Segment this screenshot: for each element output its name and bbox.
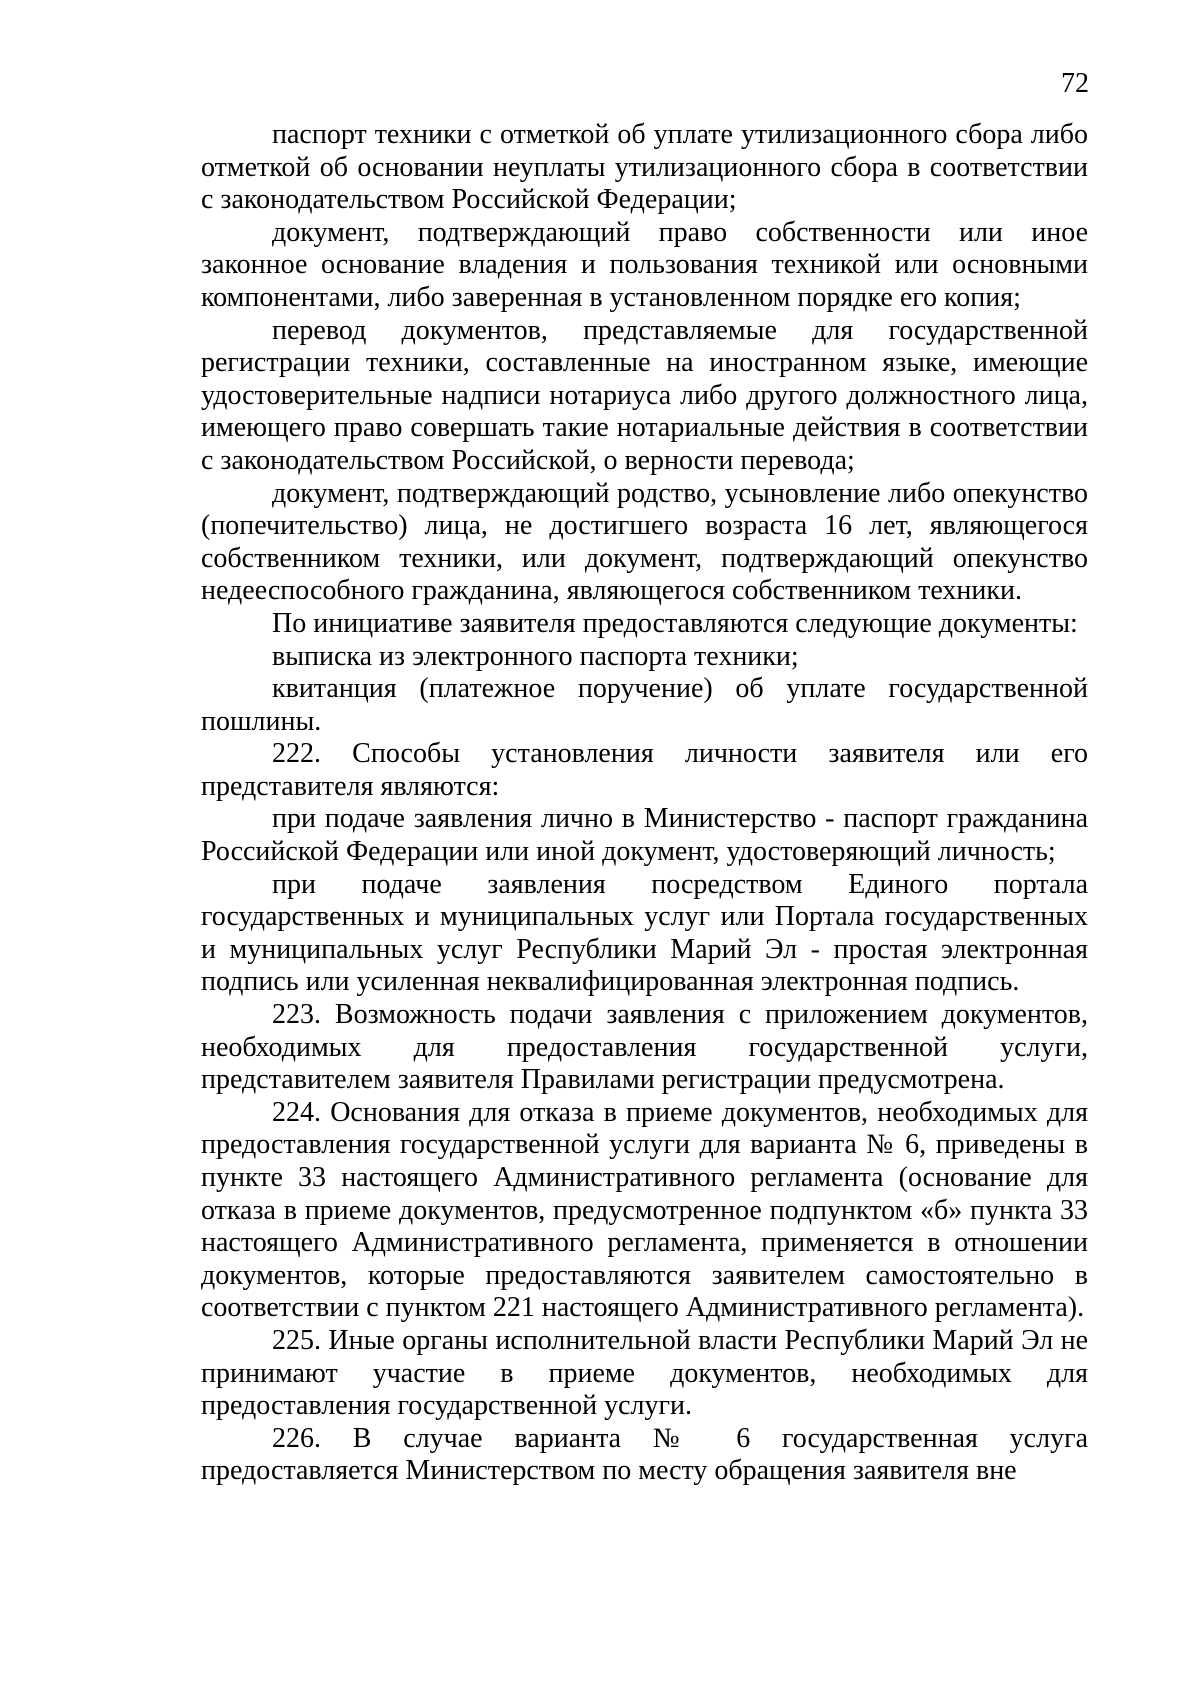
page-number: 72 <box>1061 68 1089 99</box>
paragraph-kinship-document: документ, подтверждающий родство, усыновление либо опекунство (попечительство) лица, не достигшего возраста 16 лет, являющегося собственником техники, или документ, подтверждающий опекунство недееспособного гражданина, являющегося собственником техники. <box>201 477 1088 607</box>
paragraph-225: 225. Иные органы исполнительной власти Республики Марий Эл не принимают участие в приеме документов, необходимых для предоставления государственной услуги. <box>201 1324 1088 1422</box>
paragraph-in-person: при подаче заявления лично в Министерство - паспорт гражданина Российской Федерации или иной документ, удостоверяющий личность; <box>201 803 1088 868</box>
paragraph-optional-documents: По инициативе заявителя предоставляются следующие документы: <box>272 607 1078 639</box>
paragraph-ownership-document: документ, подтверждающий право собственности или иное законное основание владения и пользования техникой или основными компонентами, либо заверенная в установленном порядке его копия; <box>201 216 1088 313</box>
document-body <box>201 119 1088 1488</box>
paragraph-226: 226. В случае варианта № 6 государственная услуга предоставляется Министерством по месту обращения заявителя вне <box>201 1422 1088 1487</box>
paragraph-online-portal: при подаче заявления посредством Единого портала государственных и муниципальных услуг или Портала государственных и муниципальных услуг Республики Марий Эл - простая электронная подпись или усиленная неквалифицированная электронная подпись. <box>201 868 1088 998</box>
paragraph-224: 224. Основания для отказа в приеме документов, необходимых для предоставления государственной услуги для варианта № 6, приведены в пункте 33 настоящего Административного регламента (основание для отказа в приеме документов, предусмотренное подпунктом «б» пункта 33 настоящего Административного регламента, применяется в отношении документов, которые предоставляются заявителем самостоятельно в соответствии с пунктом 221 настоящего Административного регламента). <box>201 1096 1088 1324</box>
paragraph-translation: перевод документов, представляемые для государственной регистрации техники, составленные на иностранном языке, имеющие удостоверительные надписи нотариуса либо другого должностного лица, имеющего право совершать такие нотариальные действия в соответствии с законодательством Российской, о верности перевода; <box>201 314 1088 476</box>
paragraph-tech-passport: паспорт техники с отметкой об уплате утилизационного сбора либо отметкой об основании неуплаты утилизационного сбора в соответствии с законодательством Российской Федерации; <box>201 119 1088 216</box>
paragraph-electronic-passport-extract: выписка из электронного паспорта техники; <box>272 640 799 672</box>
paragraph-222: 222. Способы установления личности заявителя или его представителя являются: <box>201 738 1088 802</box>
paragraph-fee-receipt: квитанция (платежное поручение) об уплате государственной пошлины. <box>201 673 1088 737</box>
paragraph-223: 223. Возможность подачи заявления с приложением документов, необходимых для предоставления государственной услуги, представителем заявителя Правилами регистрации предусмотрена. <box>201 999 1088 1096</box>
